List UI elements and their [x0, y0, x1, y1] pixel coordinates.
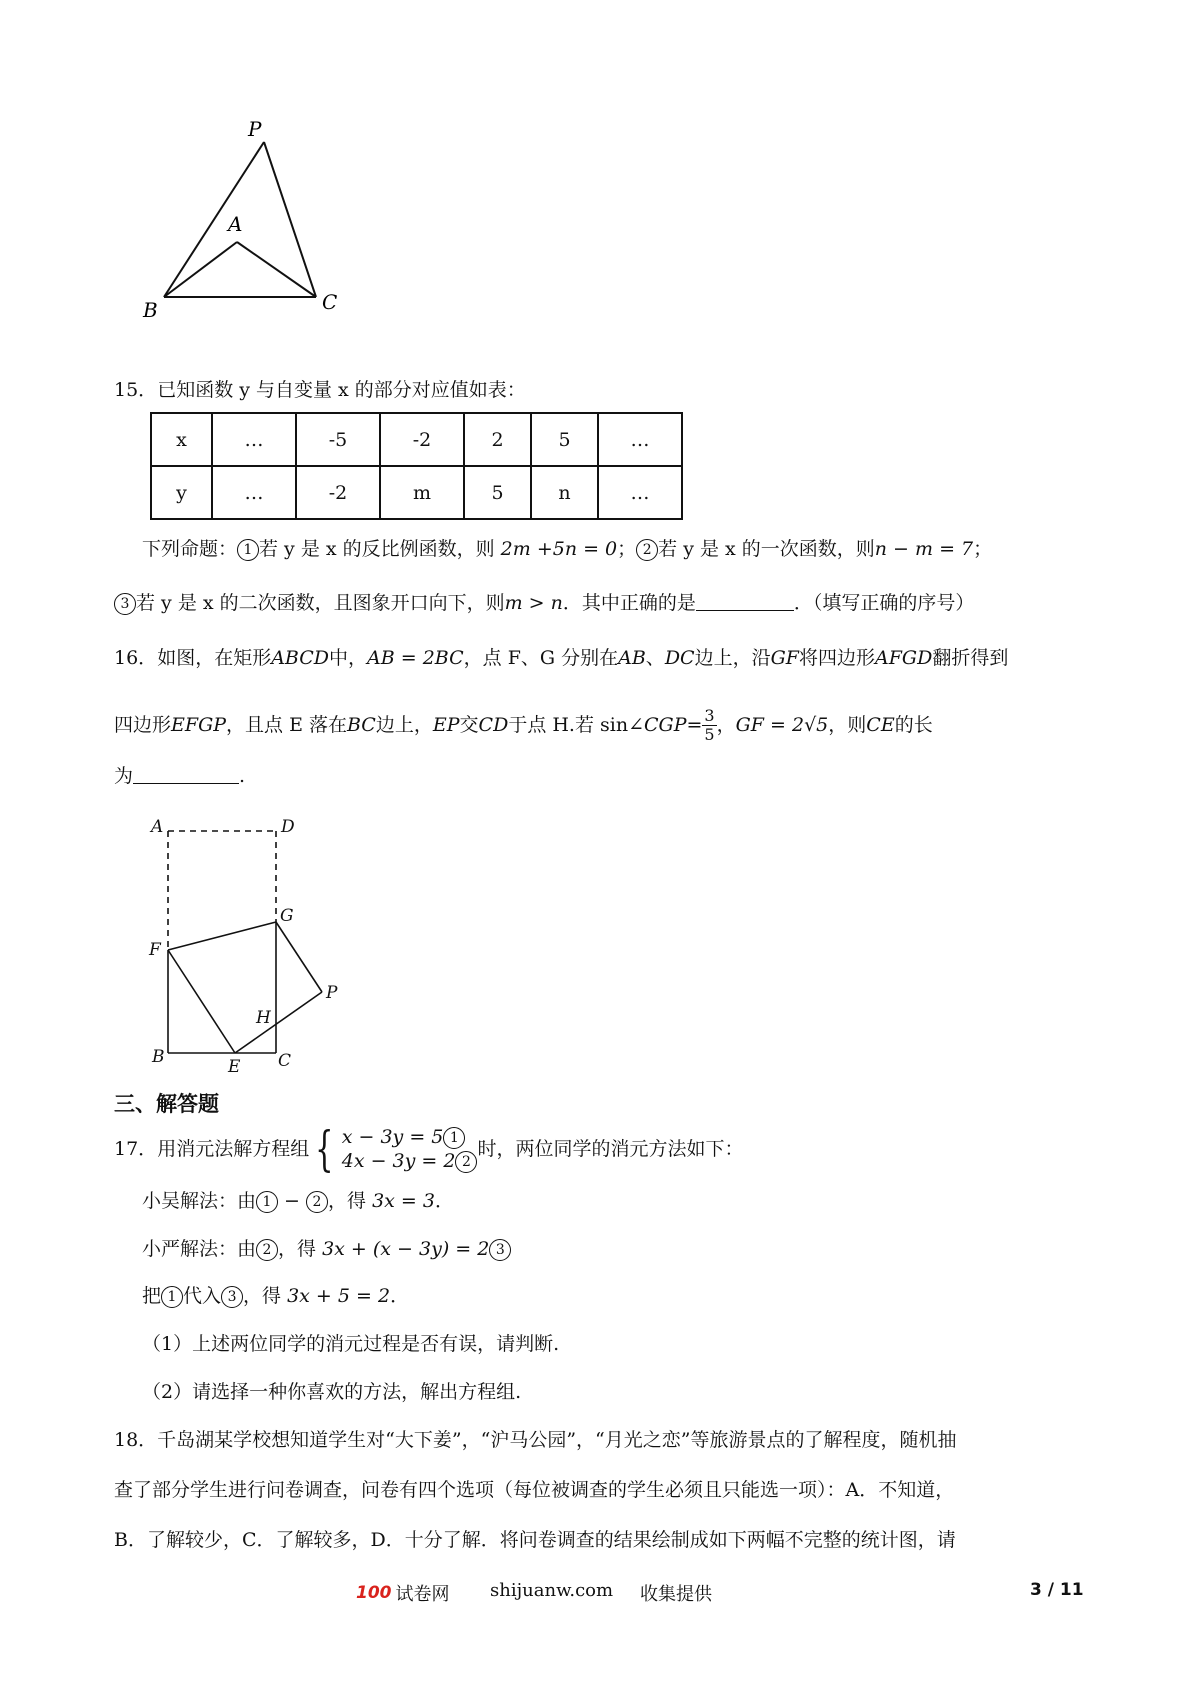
- math-wu-eq: 3x = 3: [372, 1190, 435, 1212]
- q15-math3: m > n: [504, 592, 563, 614]
- table-row: [151, 413, 682, 466]
- circled-number: 1: [237, 539, 259, 561]
- segment-ab: [164, 242, 237, 297]
- label-g: G: [280, 906, 294, 926]
- q15-stem-text: 已知函数 y 与自变量 x 的部分对应值如表：: [157, 379, 526, 401]
- q17-stem: [114, 1123, 743, 1175]
- label-b: B: [152, 1047, 165, 1067]
- table-cell: m: [380, 466, 464, 519]
- label-p: P: [326, 983, 338, 1003]
- table-cell: …: [212, 413, 296, 466]
- q17-number: 17．: [114, 1138, 158, 1160]
- text: 边上，沿: [694, 647, 771, 669]
- q15-stem: [114, 377, 526, 403]
- q15-number: 15．: [114, 379, 158, 401]
- segment-fe: [168, 950, 235, 1053]
- math-efgp: EFGP: [171, 714, 227, 736]
- text: 为: [114, 765, 134, 787]
- label-c: C: [322, 290, 338, 314]
- q15-prefix: 下列命题：: [142, 538, 238, 560]
- q15-prop2: 若 y 是 x 的一次函数，则: [658, 538, 875, 560]
- table-cell: y: [151, 466, 212, 519]
- math-gf: GF: [770, 647, 799, 669]
- text: −: [278, 1190, 307, 1212]
- fraction-numerator: 3: [704, 705, 715, 725]
- equation-system: [309, 1121, 477, 1177]
- math-sub-eq: 3x + 5 = 2: [287, 1285, 391, 1307]
- table-cell: x: [151, 413, 212, 466]
- q18-line1: 18．千岛湖某学校想知道学生对“大下姜”，“沪马公园”，“月光之恋”等旅游景点的了解程度，随机抽: [114, 1429, 957, 1451]
- math-ep: EP: [432, 714, 460, 736]
- q15-propositions-line2: [114, 590, 974, 616]
- label-d: D: [281, 817, 295, 837]
- separator: ；: [617, 538, 637, 560]
- q15-prop1: 若 y 是 x 的反比例函数，则: [259, 538, 501, 560]
- label-h: H: [256, 1008, 271, 1028]
- site-logo: 100: [356, 1583, 392, 1603]
- q17-part1: （1）上述两位同学的消元过程是否有误，请判断.: [142, 1333, 560, 1355]
- q15-propositions-line1: [142, 536, 992, 562]
- text: ，: [716, 714, 736, 736]
- table-cell: 2: [464, 413, 531, 466]
- math-ce: CE: [866, 714, 895, 736]
- q17-wu-method: [142, 1188, 454, 1214]
- table-cell: -2: [380, 413, 464, 466]
- text: 如图，在矩形: [157, 647, 272, 669]
- section-heading: 三、解答题: [114, 1092, 219, 1116]
- answer-blank[interactable]: [696, 590, 794, 611]
- label-e: E: [228, 1057, 241, 1075]
- text: 把: [142, 1285, 162, 1307]
- text: ，得: [328, 1190, 373, 1212]
- math-eq1: x − 3y = 5: [341, 1126, 444, 1148]
- text: 交: [459, 714, 479, 736]
- table-cell: …: [598, 466, 682, 519]
- circled-number: 2: [256, 1239, 278, 1261]
- label-p: P: [248, 118, 262, 141]
- equation-lines: [342, 1125, 478, 1173]
- q15-prop3: 若 y 是 x 的二次函数，且图象开口向下，则: [136, 592, 505, 614]
- q15-math1: 2m +5n = 0: [500, 538, 618, 560]
- math-afgd: AFGD: [875, 647, 933, 669]
- circled-number: 1: [256, 1191, 278, 1213]
- text: 中，: [329, 647, 368, 669]
- text: 小严解法：由: [142, 1238, 257, 1260]
- text: ，点 F、G 分别在: [463, 647, 619, 669]
- text: 将四边形: [798, 647, 875, 669]
- text: =: [686, 714, 703, 736]
- q17-yan-method: [142, 1236, 511, 1262]
- math-cd: CD: [478, 714, 509, 736]
- figure-folded-rectangle: [140, 810, 360, 1075]
- text: ，且点 E 落在: [226, 714, 347, 736]
- text: 时，两位同学的消元方法如下：: [477, 1138, 744, 1160]
- text: ，得: [278, 1238, 323, 1260]
- q16-line1: [114, 645, 1008, 671]
- label-f: F: [149, 940, 161, 960]
- q15-value-table: [150, 412, 683, 520]
- math-eq2: 4x − 3y = 2: [341, 1150, 456, 1172]
- text: ．: [390, 1285, 410, 1307]
- circled-number: 1: [443, 1127, 465, 1149]
- label-c: C: [278, 1051, 292, 1071]
- text: 的长: [894, 714, 933, 736]
- table-cell: …: [212, 466, 296, 519]
- text: 于点 H.若 sin∠: [508, 714, 644, 736]
- answer-blank[interactable]: [133, 763, 239, 784]
- text: 代入: [183, 1285, 222, 1307]
- table-cell: -2: [296, 466, 380, 519]
- fraction-denominator: 5: [704, 724, 715, 744]
- math-bc: BC: [346, 714, 376, 736]
- text: 、: [645, 647, 665, 669]
- site-url[interactable]: shijuanw.com: [490, 1580, 614, 1601]
- footer-source: [356, 1580, 450, 1606]
- q17-substitution: [142, 1283, 409, 1309]
- q15-question: ．其中正确的是: [562, 592, 696, 614]
- text: ．: [434, 1190, 454, 1212]
- table-cell: n: [531, 466, 598, 519]
- segment-ac: [237, 242, 316, 297]
- circled-number: 3: [221, 1286, 243, 1308]
- q16-number: 16．: [114, 647, 158, 669]
- circled-number: 2: [306, 1191, 328, 1213]
- label-a: A: [151, 817, 164, 837]
- table-cell: 5: [464, 466, 531, 519]
- table-cell: …: [598, 413, 682, 466]
- label-a: A: [228, 212, 243, 236]
- text: ，则: [828, 714, 867, 736]
- brace-symbol: {: [315, 1121, 334, 1177]
- table-cell: -5: [296, 413, 380, 466]
- q16-line2: [114, 702, 933, 748]
- text: ，得: [243, 1285, 288, 1307]
- circled-number: 2: [455, 1151, 477, 1173]
- circled-number: 3: [489, 1239, 511, 1261]
- math-dc: DC: [664, 647, 695, 669]
- circled-number: 3: [114, 593, 136, 615]
- page-number: 3 / 11: [1030, 1580, 1084, 1600]
- segment-fg: [168, 922, 276, 950]
- label-b: B: [143, 298, 158, 322]
- q18-line3: B．了解较少，C．了解较多，D．十分了解．将问卷调查的结果绘制成如下两幅不完整的统计图，请: [114, 1529, 956, 1551]
- q17-part2: （2）请选择一种你喜欢的方法，解出方程组.: [142, 1381, 522, 1403]
- separator: ；: [973, 538, 993, 560]
- segment-pb: [164, 142, 264, 297]
- text: 小吴解法：由: [142, 1190, 257, 1212]
- math-abcd: ABCD: [271, 647, 330, 669]
- math-cgp: CGP: [644, 714, 687, 736]
- q16-line3: [114, 763, 245, 789]
- math-gf-value: GF = 2√5: [735, 714, 829, 736]
- q15-math2: n − m = 7: [874, 538, 974, 560]
- segment-gp: [276, 922, 322, 992]
- circled-number: 1: [161, 1286, 183, 1308]
- table-cell: 5: [531, 413, 598, 466]
- text: 翻折得到: [932, 647, 1009, 669]
- site-name: 试卷网: [395, 1584, 450, 1605]
- fraction: [702, 707, 716, 744]
- segment-ep: [235, 992, 322, 1053]
- text: .: [239, 765, 246, 787]
- q15-instruction: ．（填写正确的序号）: [793, 592, 975, 614]
- math-condition: AB = 2BC: [367, 647, 464, 669]
- equation-1: [342, 1125, 478, 1149]
- figure-triangle-pabc: [140, 118, 370, 328]
- text: 用消元法解方程组: [157, 1138, 310, 1160]
- equation-2: [342, 1149, 478, 1173]
- text: 边上，: [375, 714, 433, 736]
- text: 四边形: [114, 714, 172, 736]
- circled-number: 2: [636, 539, 658, 561]
- q18-line2: 查了部分学生进行问卷调查，问卷有四个选项（每位被调查的学生必须且只能选一项）：A．不知道，: [114, 1479, 955, 1501]
- math-yan-eq: 3x + (x − 3y) = 2: [322, 1238, 490, 1260]
- math-ab: AB: [618, 647, 646, 669]
- segment-pc: [264, 142, 316, 297]
- table-row: [151, 466, 682, 519]
- provided-note: 收集提供: [640, 1584, 712, 1605]
